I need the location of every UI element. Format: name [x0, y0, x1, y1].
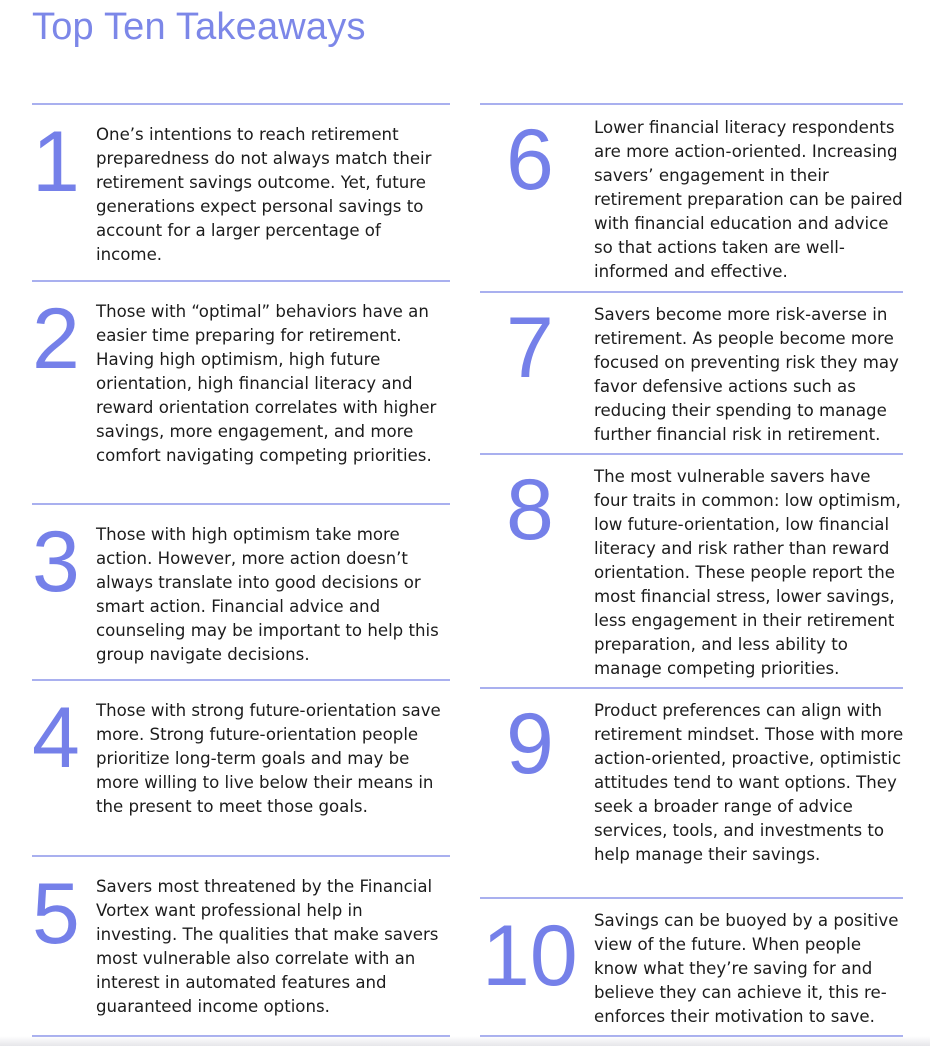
takeaway-number: 7	[506, 300, 554, 396]
takeaway-number: 5	[32, 866, 80, 962]
takeaway-text: Savings can be buoyed by a positive view of the future. When people know what they’re saving for and believe they can achieve it, this re-enforces their motivation to save.	[594, 911, 899, 1026]
takeaway-item-3	[32, 505, 450, 679]
takeaway-item-10	[480, 899, 903, 1035]
takeaway-number: 1	[32, 114, 80, 210]
takeaway-text: One’s intentions to reach retirement preparedness do not always match their retirement savings outcome. Yet, future generations expect personal savings to account for a larger percentage of income.	[96, 125, 432, 264]
takeaway-number: 8	[506, 462, 554, 558]
takeaway-text: Those with high optimism take more action. However, more action doesn’t always translate into good decisions or smart action. Financial advice and counseling may be important to help this group navigate decisions.	[96, 525, 439, 664]
takeaway-item-2	[32, 282, 450, 503]
takeaway-text: Savers most threatened by the Financial Vortex want professional help in investing. The qualities that make savers most vulnerable also correlate with an interest in automated features and guaranteed income options.	[96, 877, 439, 1016]
takeaway-number: 2	[32, 291, 80, 387]
takeaways-left-column	[32, 103, 450, 1037]
takeaway-item-4	[32, 681, 450, 855]
takeaway-text: The most vulnerable savers have four traits in common: low optimism, low future-orientation, low financial literacy and risk rather than reward orientation. These people report the most financial stress, lower savings, less engagement in their retirement preparation, and less ability to manage competing priorities.	[594, 467, 901, 678]
takeaway-item-8	[480, 455, 903, 687]
takeaway-number: 10	[482, 908, 578, 1004]
page-title: Top Ten Takeaways	[32, 6, 366, 48]
takeaway-number: 9	[506, 696, 554, 792]
takeaway-text: Those with strong future-orientation save more. Strong future-orientation people prioritize long-term goals and may be more willing to live below their means in the present to meet those goals.	[96, 701, 441, 816]
page-edge-shadow	[0, 1036, 930, 1046]
takeaway-number: 3	[32, 514, 80, 610]
takeaway-text: Lower financial literacy respondents are more action-oriented. Increasing savers’ engagement in their retirement preparation can be paired with financial education and advice so that actions taken are well-informed and effective.	[594, 118, 903, 281]
takeaways-right-column	[480, 103, 903, 1037]
takeaway-item-9	[480, 689, 903, 897]
takeaway-text: Those with “optimal” behaviors have an easier time preparing for retirement. Having high optimism, high future orientation, high financial literacy and reward orientation correlates with higher savings, more engagement, and more comfort navigating competing priorities.	[96, 302, 437, 465]
takeaway-item-5	[32, 857, 450, 1035]
takeaway-item-1	[32, 105, 450, 280]
takeaway-text: Savers become more risk-averse in retirement. As people become more focused on preventing risk they may favor defensive actions such as reducing their spending to manage further financial risk in retirement.	[594, 305, 899, 444]
takeaway-item-6	[480, 105, 903, 291]
takeaway-number: 4	[32, 690, 80, 786]
takeaway-text: Product preferences can align with retirement mindset. Those with more action-oriented, proactive, optimistic attitudes tend to want options. They seek a broader range of advice services, tools, and investments to help manage their savings.	[594, 701, 904, 864]
takeaway-number: 6	[506, 112, 554, 208]
takeaway-item-7	[480, 293, 903, 453]
